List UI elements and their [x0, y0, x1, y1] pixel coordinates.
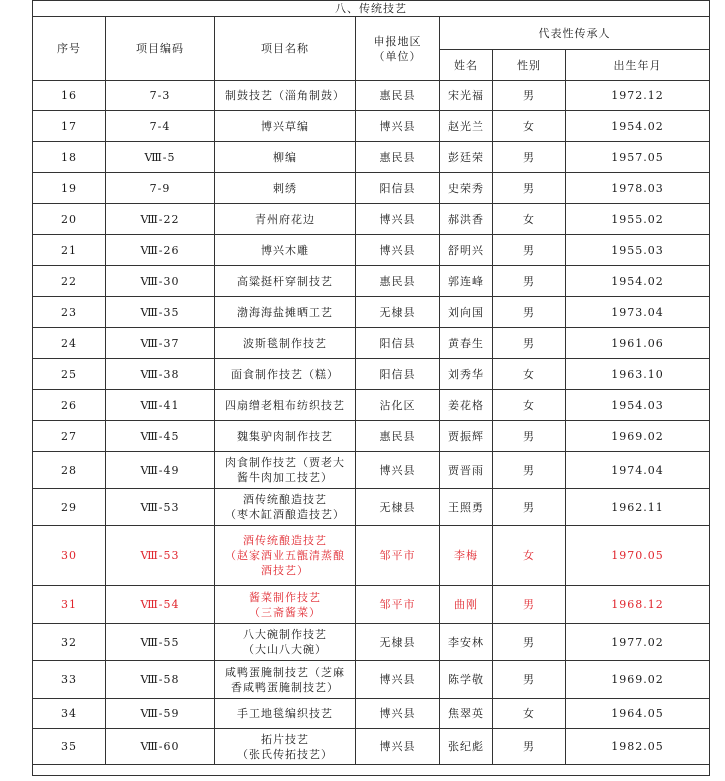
cell-code: Ⅷ-55 [106, 624, 215, 661]
cell-region: 惠民县 [356, 142, 440, 173]
cell-seq: 28 [33, 452, 106, 489]
cell-name-line: 手工地毯编织技艺 [237, 707, 333, 720]
cell-code: Ⅷ-38 [106, 359, 215, 390]
cell-code: Ⅷ-49 [106, 452, 215, 489]
cell-person: 贾晋雨 [440, 452, 493, 489]
cell-name [215, 328, 356, 359]
cell-person: 郭连峰 [440, 266, 493, 297]
cell-region: 无棣县 [356, 489, 440, 526]
cell-name [215, 624, 356, 661]
cell-person: 郝洪香 [440, 204, 493, 235]
cell-name [215, 266, 356, 297]
cell-gender: 女 [493, 204, 566, 235]
cell-name-line: 高粱挺杆穿制技艺 [237, 274, 333, 288]
cell-seq: 21 [33, 235, 106, 266]
cell-region: 惠民县 [356, 421, 440, 452]
cell-name [215, 81, 356, 111]
cell-gender: 男 [493, 81, 566, 111]
cell-name-line: 酱牛肉加工技艺） [237, 471, 333, 484]
cell-name-line: （赵家酒业五甑清蒸酿 [225, 549, 345, 562]
cell-name [215, 204, 356, 235]
cell-person: 曲刚 [440, 586, 493, 624]
inheritor-table [32, 0, 710, 776]
cell-code: Ⅷ-53 [106, 489, 215, 526]
cell-gender: 女 [493, 359, 566, 390]
header-region-line2: （单位） [373, 49, 422, 63]
header-seq: 序号 [33, 17, 106, 81]
cell-person: 焦翠英 [440, 699, 493, 729]
cell-seq: 31 [33, 586, 106, 624]
section-title: 八、传统技艺 [33, 1, 710, 17]
table-row [33, 489, 710, 526]
cell-region: 博兴县 [356, 661, 440, 699]
cell-seq: 17 [33, 111, 106, 142]
cell-birth: 1978.03 [566, 173, 710, 204]
cell-person: 刘向国 [440, 297, 493, 328]
cell-birth: 1961.06 [566, 328, 710, 359]
cell-name-line: 渤海海盐摊晒工艺 [237, 305, 333, 319]
cell-name-line: 波斯毯制作技艺 [243, 336, 327, 350]
table-row [33, 421, 710, 452]
cell-birth: 1954.02 [566, 111, 710, 142]
cell-birth: 1954.02 [566, 266, 710, 297]
cell-gender: 女 [493, 526, 566, 586]
cell-gender: 男 [493, 586, 566, 624]
table-row [33, 328, 710, 359]
cell-birth: 1962.11 [566, 489, 710, 526]
cell-code: Ⅷ-60 [106, 729, 215, 765]
header-region-line1: 申报地区 [373, 34, 422, 48]
cell-seq: 27 [33, 421, 106, 452]
cell-gender: 女 [493, 699, 566, 729]
cell-name-line: 四扇缯老粗布纺织技艺 [225, 398, 345, 412]
table-row [33, 173, 710, 204]
cell-birth: 1977.02 [566, 624, 710, 661]
cell-code: Ⅷ-35 [106, 297, 215, 328]
cell-name [215, 421, 356, 452]
cell-seq: 32 [33, 624, 106, 661]
table-footer-edge [33, 765, 710, 776]
cell-region: 无棣县 [356, 297, 440, 328]
cell-code: Ⅷ-53 [106, 526, 215, 586]
cell-name-line: 拓片技艺 [261, 732, 309, 746]
cell-region: 博兴县 [356, 729, 440, 765]
header-gender: 性别 [493, 50, 566, 81]
cell-gender: 男 [493, 142, 566, 173]
cell-gender: 男 [493, 328, 566, 359]
cell-name-line: 酱菜制作技艺 [249, 590, 321, 604]
cell-code: Ⅷ-41 [106, 390, 215, 421]
cell-person: 李梅 [440, 526, 493, 586]
cell-person: 王照勇 [440, 489, 493, 526]
cell-region: 惠民县 [356, 266, 440, 297]
cell-seq: 22 [33, 266, 106, 297]
cell-name-line: （三斋酱菜） [249, 605, 321, 619]
cell-name [215, 297, 356, 328]
cell-birth: 1982.05 [566, 729, 710, 765]
cell-region: 阳信县 [356, 328, 440, 359]
cell-name [215, 111, 356, 142]
table-row [33, 390, 710, 421]
cell-region: 阳信县 [356, 359, 440, 390]
table-row [33, 297, 710, 328]
cell-name [215, 526, 356, 586]
cell-person: 舒明兴 [440, 235, 493, 266]
table-row [33, 235, 710, 266]
cell-seq: 35 [33, 729, 106, 765]
cell-name [215, 142, 356, 173]
cell-name [215, 661, 356, 699]
cell-person: 赵光兰 [440, 111, 493, 142]
cell-person: 黄春生 [440, 328, 493, 359]
cell-name-line: 酒技艺） [261, 564, 309, 577]
cell-birth: 1969.02 [566, 421, 710, 452]
cell-name [215, 359, 356, 390]
table-row [33, 359, 710, 390]
cell-code: Ⅷ-54 [106, 586, 215, 624]
cell-gender: 男 [493, 452, 566, 489]
cell-code: Ⅷ-5 [106, 142, 215, 173]
cell-name [215, 729, 356, 765]
cell-name-line: 柳编 [273, 150, 297, 164]
cell-code: Ⅷ-37 [106, 328, 215, 359]
header-birth: 出生年月 [566, 50, 710, 81]
cell-gender: 男 [493, 729, 566, 765]
cell-gender: 男 [493, 173, 566, 204]
cell-name-line: 博兴木雕 [261, 243, 309, 257]
cell-code: 7-3 [106, 81, 215, 111]
table-row [33, 729, 710, 765]
cell-person: 姜花格 [440, 390, 493, 421]
cell-gender: 男 [493, 661, 566, 699]
cell-birth: 1974.04 [566, 452, 710, 489]
cell-region: 无棣县 [356, 624, 440, 661]
table-row [33, 204, 710, 235]
cell-seq: 18 [33, 142, 106, 173]
table-row [33, 266, 710, 297]
cell-name-line: 香咸鸭蛋腌制技艺） [231, 680, 339, 694]
cell-birth: 1955.02 [566, 204, 710, 235]
cell-code: Ⅷ-22 [106, 204, 215, 235]
table-row [33, 624, 710, 661]
table-row [33, 81, 710, 111]
cell-region: 博兴县 [356, 699, 440, 729]
cell-region: 博兴县 [356, 452, 440, 489]
cell-name-line: 八大碗制作技艺 [243, 628, 327, 641]
cell-code: Ⅷ-59 [106, 699, 215, 729]
cell-seq: 26 [33, 390, 106, 421]
cell-gender: 男 [493, 421, 566, 452]
cell-seq: 23 [33, 297, 106, 328]
cell-region: 博兴县 [356, 235, 440, 266]
cell-gender: 男 [493, 266, 566, 297]
cell-name [215, 452, 356, 489]
header-person: 姓名 [440, 50, 493, 81]
cell-code: Ⅷ-58 [106, 661, 215, 699]
cell-seq: 33 [33, 661, 106, 699]
cell-name-line: 魏集驴肉制作技艺 [237, 429, 333, 443]
header-region [356, 17, 440, 81]
cell-name [215, 489, 356, 526]
cell-person: 贾振辉 [440, 421, 493, 452]
cell-code: Ⅷ-45 [106, 421, 215, 452]
cell-name-line: 咸鸭蛋腌制技艺（芝麻 [225, 665, 345, 679]
cell-name-line: 制鼓技艺（淄角制鼓） [225, 89, 345, 102]
table-body [33, 81, 710, 765]
table-row [33, 586, 710, 624]
cell-person: 张纪彪 [440, 729, 493, 765]
cell-birth: 1973.04 [566, 297, 710, 328]
cell-code: Ⅷ-26 [106, 235, 215, 266]
cell-seq: 29 [33, 489, 106, 526]
cell-birth: 1954.03 [566, 390, 710, 421]
cell-name-line: （张氏传拓技艺） [237, 747, 333, 761]
cell-region: 博兴县 [356, 111, 440, 142]
cell-name-line: 肉食制作技艺（贾老大 [225, 456, 345, 469]
table-row [33, 111, 710, 142]
cell-birth: 1963.10 [566, 359, 710, 390]
cell-code: 7-9 [106, 173, 215, 204]
cell-gender: 男 [493, 489, 566, 526]
cell-birth: 1968.12 [566, 586, 710, 624]
table-row [33, 661, 710, 699]
cell-person: 刘秀华 [440, 359, 493, 390]
cell-birth: 1957.05 [566, 142, 710, 173]
cell-name-line: （大山八大碗） [243, 643, 327, 656]
cell-gender: 女 [493, 111, 566, 142]
cell-person: 史荣秀 [440, 173, 493, 204]
cell-name-line: （枣木缸酒酿造技艺） [225, 508, 345, 521]
table-row [33, 699, 710, 729]
header-inheritor: 代表性传承人 [440, 17, 710, 50]
cell-seq: 19 [33, 173, 106, 204]
cell-seq: 30 [33, 526, 106, 586]
cell-birth: 1964.05 [566, 699, 710, 729]
cell-name [215, 173, 356, 204]
cell-seq: 24 [33, 328, 106, 359]
cell-region: 惠民县 [356, 81, 440, 111]
cell-seq: 20 [33, 204, 106, 235]
cell-gender: 男 [493, 624, 566, 661]
cell-gender: 女 [493, 390, 566, 421]
header-name: 项目名称 [215, 17, 356, 81]
cell-gender: 男 [493, 297, 566, 328]
cell-code: 7-4 [106, 111, 215, 142]
cell-seq: 34 [33, 699, 106, 729]
cell-person: 彭廷荣 [440, 142, 493, 173]
cell-birth: 1972.12 [566, 81, 710, 111]
cell-name-line: 博兴草编 [261, 119, 309, 133]
header-code: 项目编码 [106, 17, 215, 81]
cell-region: 博兴县 [356, 204, 440, 235]
cell-code: Ⅷ-30 [106, 266, 215, 297]
cell-person: 宋光福 [440, 81, 493, 111]
cell-name [215, 235, 356, 266]
cell-name [215, 390, 356, 421]
cell-person: 陈学敬 [440, 661, 493, 699]
cell-name [215, 586, 356, 624]
cell-gender: 男 [493, 235, 566, 266]
cell-name-line: 酒传统酿造技艺 [243, 493, 327, 506]
cell-name-line: 剌绣 [273, 181, 297, 195]
cell-region: 沾化区 [356, 390, 440, 421]
cell-seq: 16 [33, 81, 106, 111]
table-row [33, 452, 710, 489]
cell-birth: 1970.05 [566, 526, 710, 586]
cell-name-line: 酒传统酿造技艺 [243, 534, 327, 547]
cell-name-line: 面食制作技艺（糕） [231, 367, 339, 381]
cell-birth: 1969.02 [566, 661, 710, 699]
cell-seq: 25 [33, 359, 106, 390]
cell-region: 邹平市 [356, 586, 440, 624]
cell-region: 阳信县 [356, 173, 440, 204]
table-row [33, 142, 710, 173]
cell-region: 邹平市 [356, 526, 440, 586]
table-row [33, 526, 710, 586]
cell-person: 李安林 [440, 624, 493, 661]
cell-name-line: 青州府花边 [255, 212, 315, 226]
cell-name [215, 699, 356, 729]
cell-birth: 1955.03 [566, 235, 710, 266]
